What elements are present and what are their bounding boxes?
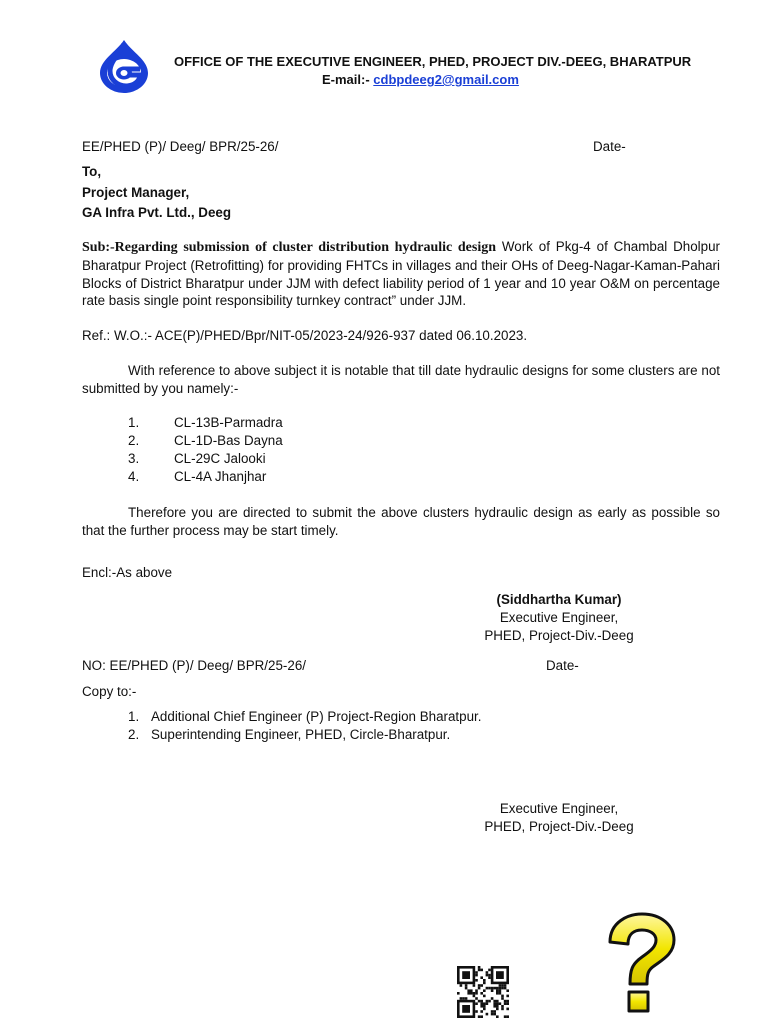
subject-label: Sub:-Regarding submission of cluster distribution hydraulic design — [82, 240, 497, 255]
letter-date-label: Date- — [593, 139, 626, 154]
copy-date-label: Date- — [546, 658, 579, 673]
addressee-line1: Project Manager, — [82, 185, 190, 200]
cluster-name: CL-1D-Bas Dayna — [174, 433, 283, 448]
copy-to-list — [128, 709, 628, 749]
email-link[interactable]: cdbpdeeg2@gmail.com — [373, 72, 519, 87]
office-heading: OFFICE OF THE EXECUTIVE ENGINEER, PHED, PROJECT DIV.-DEEG, BHARATPUR — [174, 54, 692, 69]
letter-number: EE/PHED (P)/ Deeg/ BPR/25-26/ — [82, 139, 279, 154]
copy-to-label: Copy to:- — [82, 684, 137, 699]
signatory-office: PHED, Project-Div.-Deeg — [484, 628, 634, 643]
copy-number: NO: EE/PHED (P)/ Deeg/ BPR/25-26/ — [82, 658, 306, 673]
addressee-line2: GA Infra Pvt. Ltd., Deeg — [82, 205, 232, 220]
copy-recipient: Superintending Engineer, PHED, Circle-Bharatpur. — [151, 727, 451, 742]
signatory-name: (Siddhartha Kumar) — [496, 592, 622, 607]
enclosure-line: Encl:-As above — [82, 565, 173, 580]
list-number: 1. — [128, 415, 140, 430]
email-line — [322, 72, 519, 87]
signature-block — [440, 591, 678, 645]
list-number: 1. — [128, 709, 140, 724]
question-mark-icon[interactable] — [600, 912, 680, 1020]
phed-logo-icon — [94, 38, 154, 94]
cluster-name: CL-4A Jhanjhar — [174, 469, 267, 484]
signatory-office: PHED, Project-Div.-Deeg — [484, 819, 634, 834]
subject-paragraph — [82, 238, 720, 310]
cluster-name: CL-13B-Parmadra — [174, 415, 283, 430]
list-number: 3. — [128, 451, 140, 466]
list-number: 2. — [128, 727, 140, 742]
signatory-designation: Executive Engineer, — [499, 801, 619, 816]
email-label: E-mail:- — [322, 72, 370, 87]
subject-body: Work of Pkg-4 of Chambal Dholpur Bharatpur Project (Retrofitting) for providing FHTCs in villages and their OHs of Deeg-Nagar-Kaman-Pahari Blocks of District Bharatpur under JJM with defect liability period of 1 year and 10 year O&M on percentage rate basis single point responsibility turnkey contract” under JJM. — [82, 239, 720, 309]
signature-block-2 — [440, 800, 678, 836]
addressee-to: To, — [82, 164, 102, 179]
list-number: 4. — [128, 469, 140, 484]
reference-line: Ref.: W.O.:- ACE(P)/PHED/Bpr/NIT-05/2023-24/926-937 dated 06.10.2023. — [82, 328, 528, 343]
qr-code-icon — [455, 965, 511, 1019]
list-number: 2. — [128, 433, 140, 448]
cluster-name: CL-29C Jalooki — [174, 451, 266, 466]
cluster-list — [128, 415, 428, 491]
paragraph-1: With reference to above subject it is notable that till date hydraulic designs for some clusters are not submitted by you namely:- — [82, 363, 720, 396]
copy-recipient: Additional Chief Engineer (P) Project-Region Bharatpur. — [151, 709, 482, 724]
paragraph-2: Therefore you are directed to submit the above clusters hydraulic design as early as possible so that the further process may be start timely. — [82, 505, 720, 538]
signatory-designation: Executive Engineer, — [499, 610, 619, 625]
